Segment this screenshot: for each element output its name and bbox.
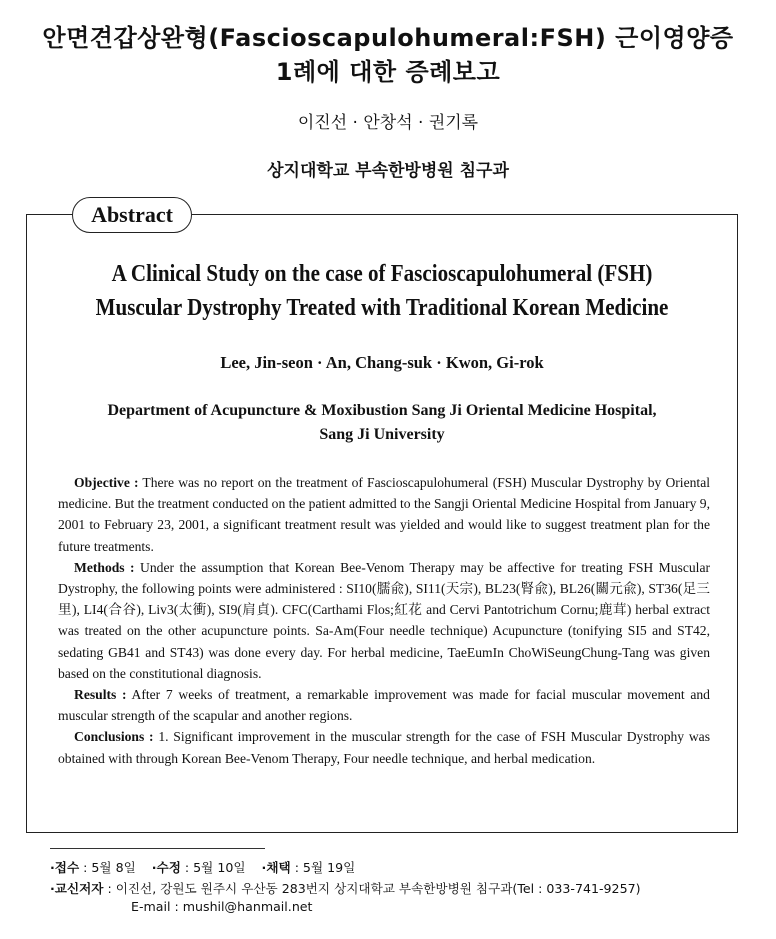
english-affiliation-line1: Department of Acupuncture & Moxibustion Sang Ji Oriental Medicine Hospital, (107, 402, 657, 419)
accepted-date: : 5월 19일 (294, 860, 356, 875)
objective-text: There was no report on the treatment of Fascioscapulohumeral (FSH) Muscular Dystrophy by Oriental medicine. But the treatment conducted on the patient admitted to the Sangji Oriental Medicine Hospital from January 9, 2001 to February 23, 2001, a significant treatment result was yielded and would like to suggest treatment plan for the future treatments. (58, 475, 710, 554)
objective-label: Objective : (74, 475, 139, 490)
methods-text: Under the assumption that Korean Bee-Venom Therapy may be affective for treating FSH Muscular Dystrophy, the following points were administered : SI10(臑兪), SI11(天宗), BL23(腎兪), BL26(關元兪), ST36(足三里), LI4(合谷), Liv3(太衝), SI9(肩貞). CFC(Carthami Flos;紅花 and Cervi Pantotrichum Cornu;鹿茸) herbal extract was treated on the other acupuncture points. Sa-Am(Four needle technique) Acupuncture (tonifying SI5 and ST42, sedating GB41 and ST43) was done every day. For herbal medicine, TaeEumIn ChoWiSeungChung-Tang was given based on the constitutional diagnosis. (58, 559, 711, 681)
received-date: : 5월 8일 (83, 860, 136, 875)
email-label: E-mail (131, 899, 171, 914)
methods-paragraph (58, 557, 710, 684)
footnote-email (131, 899, 312, 914)
corresponding-text: : 이진선, 강원도 원주시 우산동 283번지 상지대학교 부속한방병원 침구과(Tel : 033-741-9257) (107, 881, 641, 896)
english-title-line2: Muscular Dystrophy Treated with Traditional Korean Medicine (95, 294, 669, 321)
english-authors: Lee, Jin-seon · An, Chang-suk · Kwon, Gi-rok (220, 353, 544, 372)
corresponding-label: ·교신저자 (50, 881, 104, 896)
footnote-corresponding-author (50, 878, 641, 897)
abstract-box-top-border-left (26, 214, 74, 215)
footnote-dates (50, 857, 355, 876)
footnote-divider (50, 848, 265, 849)
korean-affiliation: 상지대학교 부속한방병원 침구과 (267, 161, 509, 181)
results-paragraph (58, 684, 710, 726)
english-affiliation-line2: Sang Ji University (319, 426, 445, 443)
revised-label: ·수정 (151, 860, 181, 875)
methods-label: Methods : (74, 559, 135, 575)
conclusions-paragraph (58, 726, 710, 768)
english-title-line1: A Clinical Study on the case of Fascioscapulohumeral (FSH) (111, 260, 653, 287)
received-label: ·접수 (50, 860, 80, 875)
korean-title-line1: 안면견갑상완형(Fascioscapulohumeral:FSH) 근이영양증 (42, 24, 734, 52)
abstract-box-top-border-right (192, 214, 738, 215)
abstract-body (58, 472, 710, 769)
accepted-label: ·채택 (261, 860, 291, 875)
abstract-label: Abstract (72, 197, 192, 233)
korean-title-line2: 1례에 대한 증례보고 (275, 58, 501, 86)
email-address[interactable]: : mushil@hanmail.net (174, 899, 313, 914)
objective-paragraph (58, 472, 710, 557)
conclusions-label: Conclusions : (74, 729, 154, 745)
results-text: After 7 weeks of treatment, a remarkable improvement was made for facial muscular movement and muscular strength of the scapular and another regions. (58, 687, 710, 724)
conclusions-text: 1. Significant improvement in the muscular strength for the case of FSH Muscular Dystrophy was obtained with through Korean Bee-Venom Therapy, Four needle technique, and herbal medication. (58, 729, 711, 766)
revised-date: : 5월 10일 (184, 860, 246, 875)
korean-authors: 이진선 · 안창석 · 권기록 (297, 113, 479, 133)
results-label: Results : (74, 687, 127, 703)
